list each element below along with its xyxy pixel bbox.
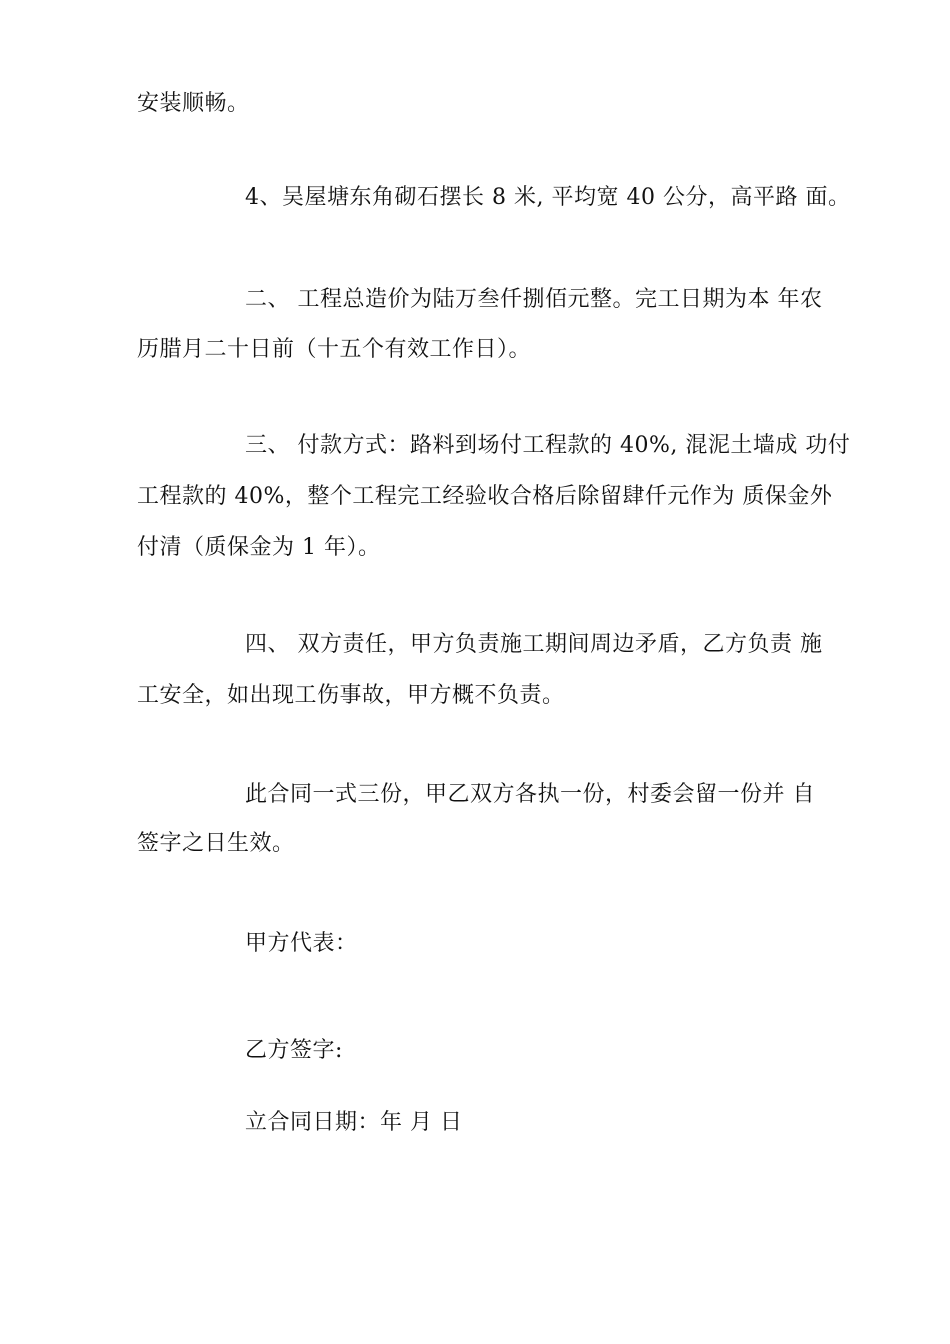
contract-date: 立合同日期：年 月 日 (245, 1110, 463, 1135)
clause-3-line-1: 三、 付款方式：路料到场付工程款的 40%, 混泥土墙成 功付 (245, 433, 851, 458)
intro-tail-line: 安装顺畅。 (137, 91, 250, 116)
item-4-line: 4、吴屋塘东角砌石摆长 8 米, 平均宽 40 公分，高平路 面。 (245, 185, 851, 210)
clause-3-line-3: 付清（质保金为 1 年）。 (137, 535, 381, 560)
party-b-signature: 乙方签字: (245, 1038, 343, 1063)
clause-4-line-2: 工安全，如出现工伤事故，甲方概不负责。 (137, 683, 565, 708)
clause-4-line-1: 四、 双方责任，甲方负责施工期间周边矛盾，乙方负责 施 (245, 632, 823, 657)
clause-2-line-2: 历腊月二十日前（十五个有效工作日）。 (137, 337, 532, 362)
copies-line-2: 签字之日生效。 (137, 831, 295, 856)
clause-2-line-1: 二、 工程总造价为陆万叁仟捌佰元整。完工日期为本 年农 (245, 287, 823, 312)
copies-line-1: 此合同一式三份，甲乙双方各执一份，村委会留一份并 自 (245, 782, 815, 807)
party-a-representative: 甲方代表： (245, 931, 358, 956)
clause-3-line-2: 工程款的 40%，整个工程完工经验收合格后除留肆仟元作为 质保金外 (137, 484, 833, 509)
